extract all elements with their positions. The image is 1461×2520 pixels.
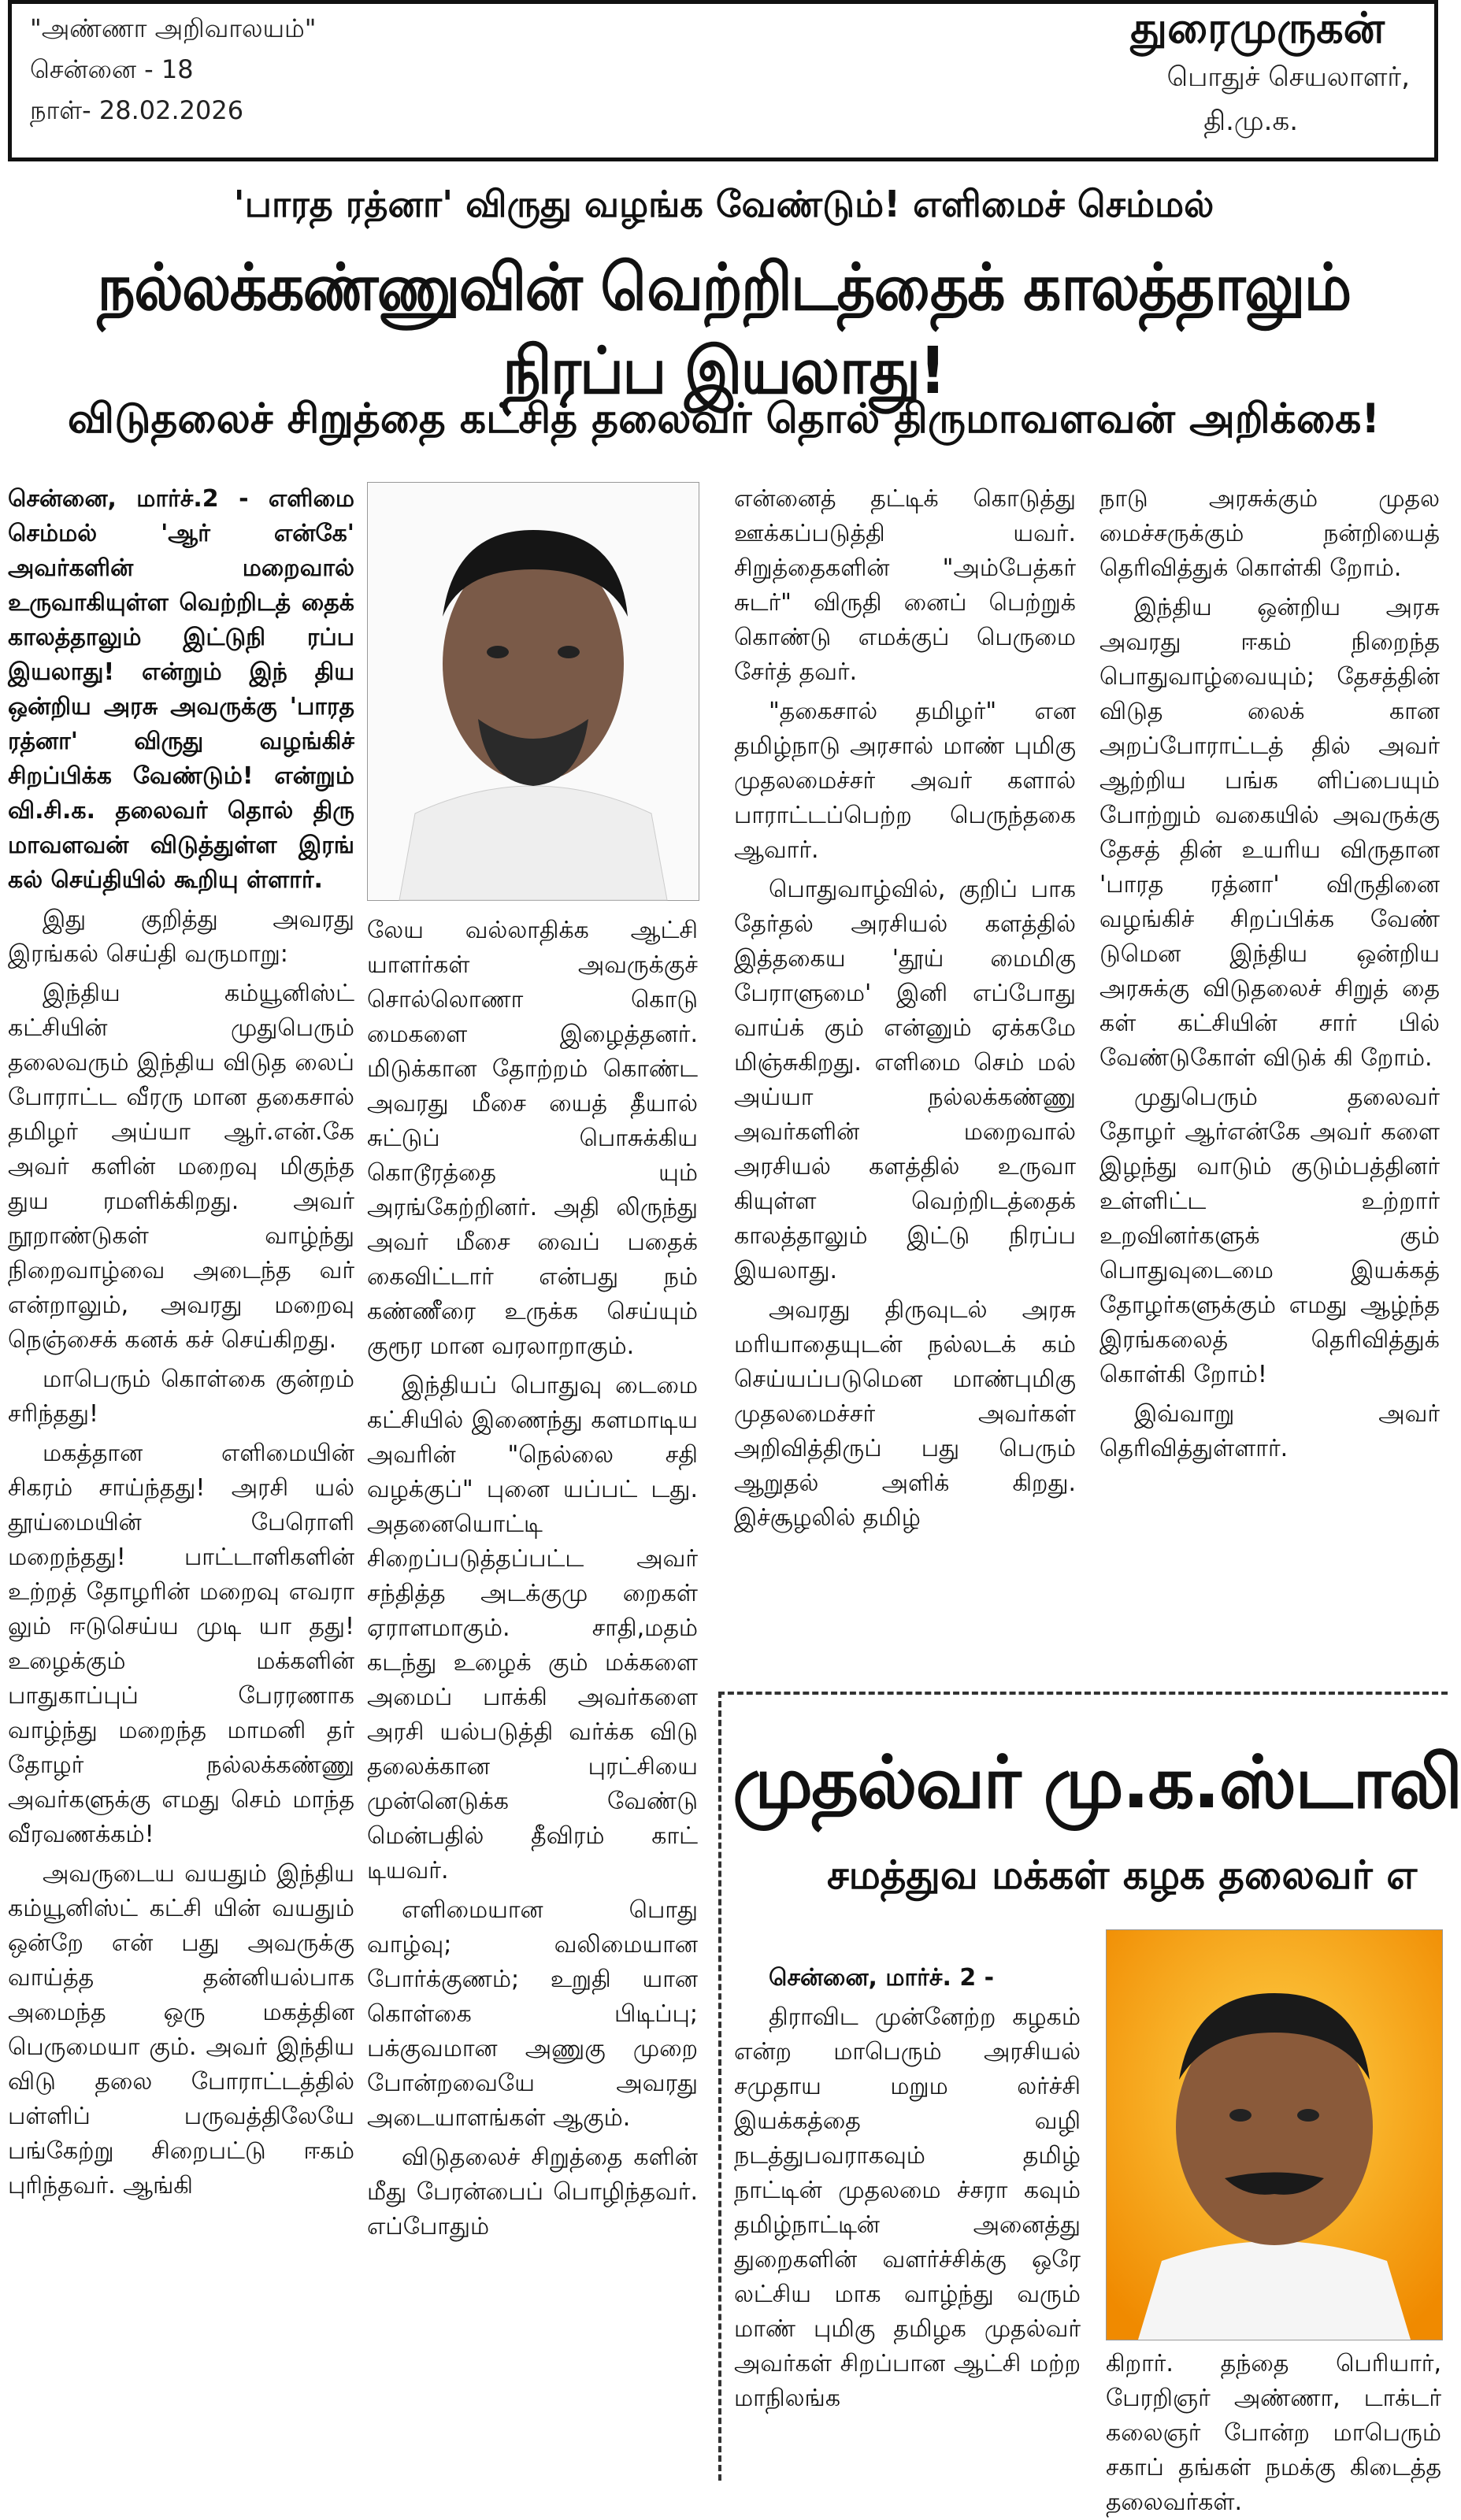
office-city: சென்னை - 18 bbox=[30, 54, 194, 84]
story2-column-1 bbox=[734, 1961, 1081, 2481]
story1-column-3 bbox=[734, 482, 1076, 1679]
story1-subhead: விடுதலைச் சிறுத்தை கட்சித் தலைவர் தொல் திருமாவளவன் அறிக்கை! bbox=[67, 395, 1381, 443]
paragraph: கிறார். தந்தை பெரியார், பேரறிஞர் அண்ணா, டாக்டர் கலைஞர் போன்ற மாபெரும் சகாப் தங்கள் நமக்கு கிடைத்த தலைவர்கள். bbox=[1106, 2350, 1441, 2516]
signatory-name: துரைமுருகன் bbox=[1130, 3, 1385, 53]
paragraph: இந்திய கம்யூனிஸ்ட் கட்சியின் முதுபெரும் தலைவரும் இந்திய விடுத லைப் போராட்ட வீரரு மான தகைசால் தமிழர் அய்யா ஆர்.என்.கே அவர் களின் மறைவு மிகுந்த துய ரமளிக்கிறது. அவர் நூறாண்டுகள் வாழ்ந்து நிறைவாழ்வை அடைந்த வர் என்றாலும், அவரது மறைவு நெஞ்சைக் கனக் கச் செய்கிறது. bbox=[8, 980, 354, 1354]
paragraph: அவருடைய வயதும் இந்திய கம்யூனிஸ்ட் கட்சி யின் வயதும் ஒன்றே என் பது அவருக்கு வாய்த்த தன்னியல்பாக அமைந்த ஒரு மகத்தின பெருமையா கும். அவர் இந்திய விடு தலை போராட்டத்தில் பள்ளிப் பருவத்திலேயே பங்கேற்று சிறைபட்டு ஈகம் புரிந்தவர். ஆங்கி bbox=[8, 1860, 354, 2199]
story1-column-4 bbox=[1099, 482, 1440, 1679]
party-name: தி.மு.க. bbox=[1203, 106, 1298, 137]
paragraph: எளிமையான பொது வாழ்வு; வலிமையான போர்க்குணம்; உறுதி யான கொள்கை பிடிப்பு; பக்குவமான அணுகு முறை போன்றவையே அவரது அடையாளங்கள் ஆகும். bbox=[367, 1896, 698, 2132]
story1-column-1 bbox=[8, 482, 354, 2474]
paragraph: பொதுவாழ்வில், குறிப் பாக தேர்தல் அரசியல் களத்தில் இத்தகைய 'தூய் மைமிகு பேராளுமை' இனி எப்போது வாய்க் கும் என்னும் ஏக்கமே மிஞ்சுகிறது. எளிமை செம் மல் அய்யா நல்லக்கண்ணு அவர்களின் மறைவால் அரசியல் களத்தில் உருவா கியுள்ள வெற்றிடத்தைக் காலத்தாலும் இட்டு நிரப்ப இயலாது. bbox=[734, 876, 1076, 1284]
paragraph: அவரது திருவுடல் அரசு மரியாதையுடன் நல்லடக் கம் செய்யப்படுமென மாண்புமிகு முதலமைச்சர் அவர்கள் அறிவித்திருப் பது பெரும் ஆறுதல் அளிக் கிறது. இச்சூழலில் தமிழ் bbox=[734, 1296, 1076, 1532]
paragraph: இவ்வாறு அவர் தெரிவித்துள்ளார். bbox=[1099, 1400, 1440, 1462]
office-name: "அண்ணா அறிவாலயம்" bbox=[30, 13, 317, 43]
issue-date: நாள்- 28.02.2026 bbox=[30, 95, 244, 125]
story2-headline: முதல்வர் மு.க.ஸ்டாலி bbox=[732, 1740, 1461, 1825]
story1-headline: நல்லக்கண்ணுவின் வெற்றிடத்தைக் காலத்தாலும் நிரப்ப இயலாது! bbox=[97, 250, 1351, 409]
dateline: சென்னை, மார்ச். 2 - bbox=[769, 1964, 995, 1992]
paragraph: என்னைத் தட்டிக் கொடுத்து ஊக்கப்படுத்தி யவர். சிறுத்தைகளின் "அம்பேத்கர் சுடர்" விருதி னைப் பெற்றுக் கொண்டு எமக்குப் பெருமை சேர்த் தவர். bbox=[734, 485, 1076, 686]
story2-border-top bbox=[718, 1692, 1448, 1695]
paragraph: மகத்தான எளிமையின் சிகரம் சாய்ந்தது! அரசி யல் தூய்மையின் பேரொளி மறைந்தது! பாட்டாளிகளின் உற்றத் தோழரின் மறைவு எவரா லும் ஈடுசெய்ய முடி யா தது! உழைக்கும் மக்களின் பாதுகாப்புப் பேரரணாக வாழ்ந்து மறைந்த மாமனி தர் தோழர் நல்லக்கண்ணு அவர்களுக்கு எமது செம் மாந்த வீரவணக்கம்! bbox=[8, 1440, 354, 1848]
story1-column-2 bbox=[367, 914, 698, 2481]
paragraph: மாபெரும் கொள்கை குன்றம் சரிந்தது! bbox=[8, 1366, 354, 1428]
paragraph: முதுபெரும் தலைவர் தோழர் ஆர்என்கே அவர் களை இழந்து வாடும் குடும்பத்தினர் உள்ளிட்ட உற்றார் உறவினர்களுக் கும் பொதுவுடைமை இயக்கத் தோழர்களுக்கும் எமது ஆழ்ந்த இரங்கலைத் தெரிவித்துக் கொள்கி றோம்! bbox=[1099, 1084, 1440, 1388]
paragraph: திராவிட முன்னேற்ற கழகம் என்ற மாபெரும் அரசியல் சமுதாய மறும லர்ச்சி இயக்கத்தை வழி நடத்துபவராகவும் தமிழ் நாட்டின் முதலமை ச்சரா கவும் தமிழ்நாட்டின் அனைத்து துறைகளின் வளர்ச்சிக்கு ஒரே லட்சிய மாக வாழ்ந்து வரும் மாண் புமிகு தமிழக முதல்வர் அவர்கள் சிறப்பான ஆட்சி மற்ற மாநிலங்க bbox=[734, 2003, 1081, 2412]
paragraph: இது குறித்து அவரது இரங்கல் செய்தி வருமாறு: bbox=[8, 906, 354, 968]
portrait-sarathkumar bbox=[1106, 1929, 1443, 2340]
paragraph: இந்திய ஒன்றிய அரசு அவரது ஈகம் நிறைந்த பொதுவாழ்வையும்; தேசத்தின் விடுத லைக் கான அறப்போராட்டத் தில் அவர் ஆற்றிய பங்க ளிப்பையும் போற்றும் வகையில் அவருக்கு தேசத் தின் உயரிய விருதான 'பாரத ரத்னா' விருதினை வழங்கிச் சிறப்பிக்க வேண் டுமென இந்திய ஒன்றிய அரசுக்கு விடுதலைச் சிறுத் தை கள் கட்சியின் சார் பில் வேண்டுகோள் விடுக் கி றோம். bbox=[1099, 594, 1440, 1072]
paragraph: நாடு அரசுக்கும் முதல மைச்சருக்கும் நன்றியைத் தெரிவித்துக் கொள்கி றோம். bbox=[1099, 485, 1440, 582]
story1-kicker: 'பாரத ரத்னா' விருது வழங்க வேண்டும்! எளிமைச் செம்மல் bbox=[233, 183, 1214, 225]
paragraph: விடுதலைச் சிறுத்தை களின் மீது பேரன்பைப் பொழிந்தவர். எப்போதும் bbox=[367, 2144, 698, 2240]
story1-lead-paragraph: சென்னை, மார்ச்.2 - எளிமை செம்மல் 'ஆர் என்கே' அவர்களின் மறைவால் உருவாகியுள்ள வெற்றிடத் தைக் காலத்தாலும் இட்டுநி ரப்ப இயலாது! என்றும் இந் திய ஒன்றிய அரசு அவருக்கு 'பாரத ரத்னா' விருது வழங்கிச் சிறப்பிக்க வேண்டும்! என்றும் வி.சி.க. தலைவர் தொல் திரு மாவளவன் விடுத்துள்ள இரங் கல் செய்தியில் கூறியு ள்ளார். bbox=[8, 485, 354, 894]
story2-column-2 bbox=[1106, 2347, 1441, 2516]
signatory-role: பொதுச் செயலாளர், bbox=[1166, 61, 1410, 93]
paragraph: "தகைசால் தமிழர்" என தமிழ்நாடு அரசால் மாண் புமிகு முதலமைச்சர் அவர் களால் பாராட்டப்பெற்ற பெருந்தகை ஆவார். bbox=[734, 698, 1076, 864]
paragraph: இந்தியப் பொதுவு டைமை கட்சியில் இணைந்து களமாடிய அவரின் "நெல்லை சதி வழக்குப்" புனை யப்பட் டது. அதனையொட்டி சிறைப்படுத்தப்பட்ட அவர் சந்தித்த அடக்குமு றைகள் ஏராளமாகும். சாதி,மதம் கடந்து உழைக் கும் மக்களை அமைப் பாக்கி அவர்களை அரசி யல்படுத்தி வர்க்க விடு தலைக்கான புரட்சியை முன்னெடுக்க வேண்டு மென்பதில் தீவிரம் காட் டியவர். bbox=[367, 1372, 698, 1884]
story2-subhead: சமத்துவ மக்கள் கழக தலைவர் எ bbox=[827, 1852, 1418, 1898]
portrait-thirumavalavan bbox=[367, 482, 699, 901]
story2-border-left bbox=[718, 1692, 721, 2481]
paragraph: லேய வல்லாதிக்க ஆட்சி யாளர்கள் அவருக்குச் சொல்லொணா கொடு மைகளை இழைத்தனர். மிடுக்கான தோற்றம் கொண்ட அவரது மீசை யைத் தீயால் சுட்டுப் பொசுக்கிய கொடூரத்தை யும் அரங்கேற்றினர். அதி லிருந்து அவர் மீசை வைப் பதைக் கைவிட்டார் என்பது நம் கண்ணீரை உருக்க செய்யும் குரூர மான வரலாறாகும். bbox=[367, 917, 698, 1360]
